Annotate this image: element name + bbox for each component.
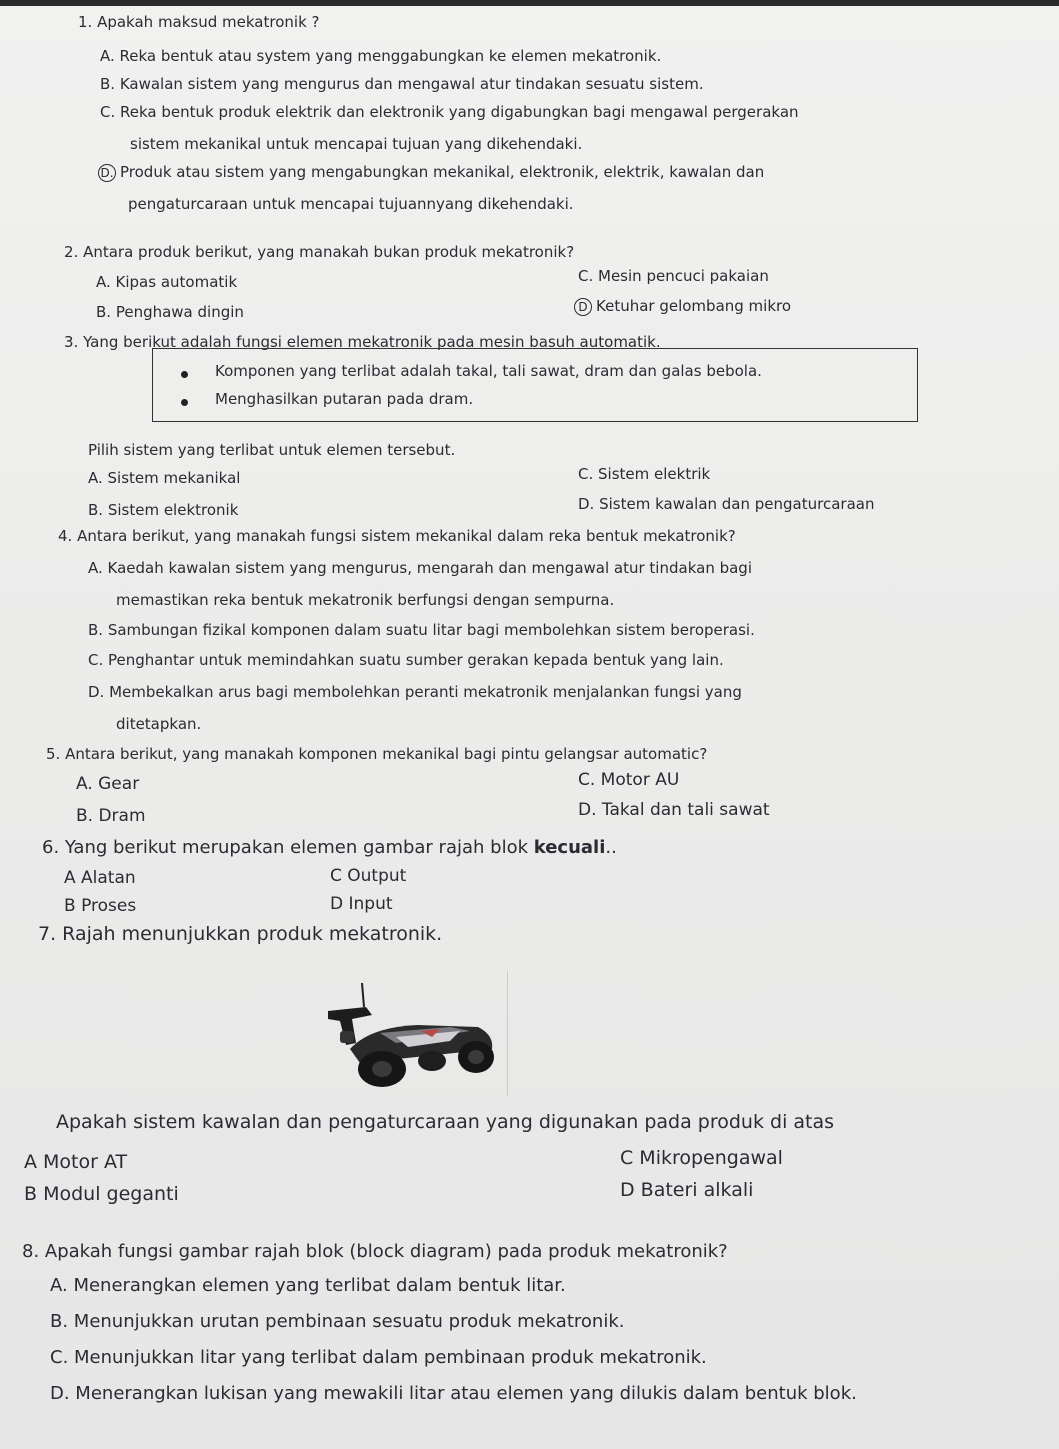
answer-circle-icon: D [574, 298, 592, 316]
q2-option-b[interactable]: B. Penghawa dingin [96, 303, 244, 321]
q1-option-d-text: Produk atau sistem yang mengabungkan mekanikal, elektronik, elektrik, kawalan dan [120, 163, 765, 181]
q6-question-emphasis: kecuali [533, 837, 606, 858]
q4-option-a[interactable]: A. Kaedah kawalan sistem yang mengurus, mengarah dan mengawal atur tindakan bagi [88, 559, 752, 577]
q4-option-b[interactable]: B. Sambungan fizikal komponen dalam suatu litar bagi membolehkan sistem beroperasi. [88, 621, 755, 639]
q3-option-b[interactable]: B. Sistem elektronik [88, 501, 239, 519]
q5-question: 5. Antara berikut, yang manakah komponen mekanikal bagi pintu gelangsar automatic? [46, 745, 708, 763]
q2-option-d[interactable] [574, 296, 791, 316]
q1-question: 1. Apakah maksud mekatronik ? [78, 13, 320, 31]
bullet-icon [181, 399, 188, 406]
image-border-line [507, 971, 508, 1096]
rc-car-icon [300, 971, 510, 1096]
q6-option-b[interactable]: B Proses [64, 896, 137, 916]
q8-option-d[interactable]: D. Menerangkan lukisan yang mewakili litar atau elemen yang dilukis dalam bentuk blok. [50, 1383, 857, 1404]
q5-option-a[interactable]: A. Gear [76, 774, 140, 794]
q1-option-d-cont: pengaturcaraan untuk mencapai tujuannyang dikehendaki. [128, 195, 574, 213]
q5-option-c[interactable]: C. Motor AU [578, 770, 680, 790]
q4-question: 4. Antara berikut, yang manakah fungsi sistem mekanikal dalam reka bentuk mekatronik? [58, 527, 736, 545]
q7-option-c[interactable]: C Mikropengawal [620, 1147, 783, 1169]
q6-option-a[interactable]: A Alatan [64, 868, 136, 888]
answer-circle-icon: D. [98, 164, 116, 182]
q5-option-b[interactable]: B. Dram [76, 806, 146, 826]
q3-option-c[interactable]: C. Sistem elektrik [578, 465, 711, 483]
q2-option-c[interactable]: C. Mesin pencuci pakaian [578, 267, 769, 285]
q1-option-c-cont: sistem mekanikal untuk mencapai tujuan yang dikehendaki. [130, 135, 583, 153]
q1-option-c[interactable]: C. Reka bentuk produk elektrik dan elektronik yang digabungkan bagi mengawal pergerakan [100, 103, 799, 121]
q5-option-d[interactable]: D. Takal dan tali sawat [578, 800, 770, 820]
q1-option-b[interactable]: B. Kawalan sistem yang mengurus dan mengawal atur tindakan sesuatu sistem. [100, 75, 704, 93]
q3-option-a[interactable]: A. Sistem mekanikal [88, 469, 241, 487]
q4-option-a-cont: memastikan reka bentuk mekatronik berfungsi dengan sempurna. [116, 591, 615, 609]
rc-car-image [300, 971, 510, 1096]
worksheet-page [0, 6, 1059, 1449]
q6-option-c[interactable]: C Output [330, 866, 407, 886]
q3-question: 3. Yang berikut adalah fungsi elemen mekatronik pada mesin basuh automatik. [64, 333, 661, 351]
q1-option-d[interactable] [98, 162, 764, 182]
q7-question: 7. Rajah menunjukkan produk mekatronik. [38, 923, 443, 945]
q6-question-end: .. [605, 837, 617, 858]
bullet-icon [181, 371, 188, 378]
q4-option-d-cont: ditetapkan. [116, 715, 202, 733]
q7-option-d[interactable]: D Bateri alkali [620, 1179, 754, 1201]
q6-option-d[interactable]: D Input [330, 894, 393, 914]
q8-option-b[interactable]: B. Menunjukkan urutan pembinaan sesuatu produk mekatronik. [50, 1311, 625, 1332]
q6-question [42, 838, 617, 858]
q2-option-a[interactable]: A. Kipas automatik [96, 273, 238, 291]
q8-question: 8. Apakah fungsi gambar rajah blok (block diagram) pada produk mekatronik? [22, 1241, 728, 1262]
q3-option-d[interactable]: D. Sistem kawalan dan pengaturcaraan [578, 495, 875, 513]
q4-option-c[interactable]: C. Penghantar untuk memindahkan suatu sumber gerakan kepada bentuk yang lain. [88, 651, 724, 669]
q8-option-a[interactable]: A. Menerangkan elemen yang terlibat dalam bentuk litar. [50, 1275, 566, 1296]
q3-prompt: Pilih sistem yang terlibat untuk elemen tersebut. [88, 441, 456, 459]
q8-option-c[interactable]: C. Menunjukkan litar yang terlibat dalam pembinaan produk mekatronik. [50, 1347, 707, 1368]
q3-bullet-1: Komponen yang terlibat adalah takal, tali sawat, dram dan galas bebola. [215, 362, 762, 380]
q2-question: 2. Antara produk berikut, yang manakah bukan produk mekatronik? [64, 243, 575, 261]
q7-option-b[interactable]: B Modul geganti [24, 1183, 179, 1205]
q7-option-a[interactable]: A Motor AT [24, 1151, 128, 1173]
q3-bullet-2: Menghasilkan putaran pada dram. [215, 390, 474, 408]
q3-info-box [152, 348, 918, 422]
q6-question-text: 6. Yang berikut merupakan elemen gambar rajah blok [42, 837, 534, 858]
q2-option-d-text: Ketuhar gelombang mikro [596, 297, 792, 315]
q7-prompt: Apakah sistem kawalan dan pengaturcaraan yang digunakan pada produk di atas [56, 1111, 835, 1133]
q4-option-d[interactable]: D. Membekalkan arus bagi membolehkan peranti mekatronik menjalankan fungsi yang [88, 683, 742, 701]
q1-option-a[interactable]: A. Reka bentuk atau system yang menggabungkan ke elemen mekatronik. [100, 47, 662, 65]
